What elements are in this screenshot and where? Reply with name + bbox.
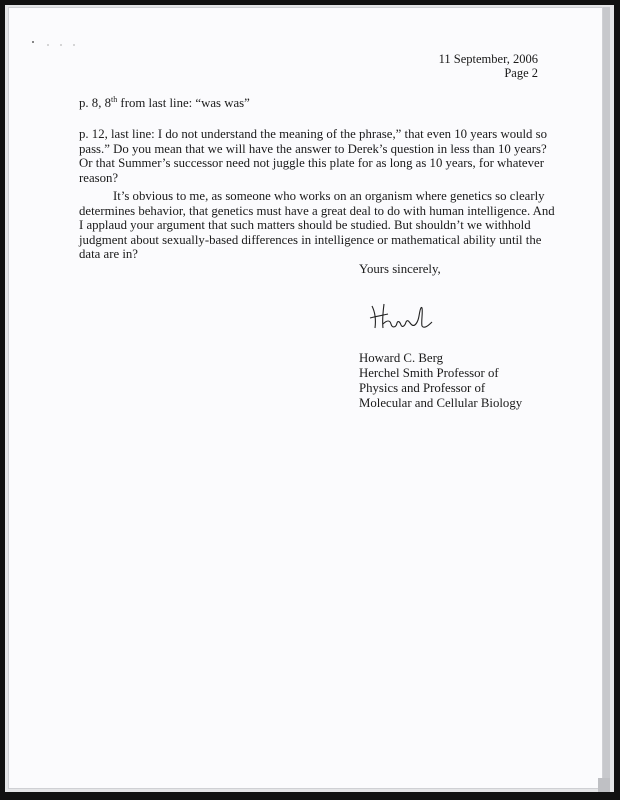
p1-rest: from last line: “was was” [117, 96, 250, 110]
letter-date: 11 September, 2006 [438, 52, 538, 66]
signer-name: Howard C. Berg [359, 351, 443, 365]
paragraph-argument: It’s obvious to me, as someone who works on an organism where genetics so clearly determines behavior, that genetics must have a great deal to do with human intelligence. And I applaud your argument that such matters should be studied. But shouldn’t we withhold judgment about sexually-based differences in intelligence or mathematical ability until the data are in? [79, 189, 555, 262]
p1-superscript: th [111, 95, 118, 104]
signer-title-line-3: Molecular and Cellular Biology [359, 396, 523, 410]
signature-block [359, 351, 522, 411]
closing-salutation: Yours sincerely, [359, 262, 441, 276]
page-number: Page 2 [504, 66, 538, 80]
letter-header [439, 52, 538, 80]
signer-title-line-1: Herchel Smith Professor of [359, 366, 499, 380]
corner-fold [598, 778, 610, 792]
signer-title-line-2: Physics and Professor of [359, 381, 486, 395]
scan-border-bottom [0, 792, 620, 800]
sheet-shadow [603, 7, 610, 789]
p1-prefix: p. 8, 8 [79, 96, 111, 110]
scan-border-right [614, 0, 620, 800]
scan-specks [30, 38, 78, 50]
handwritten-signature [366, 298, 436, 334]
paragraph-errata-p12: p. 12, last line: I do not understand the meaning of the phrase,” that even 10 years would so pass.” Do you mean that we will have the answer to Derek’s question in less than 10 years? Or that Summer’s successor need not juggle this plate for as long as 10 years, for whatever reason? [79, 127, 548, 185]
scan-border-top [0, 0, 620, 5]
paragraph-errata-p8 [79, 96, 559, 111]
scan-border-left [0, 0, 5, 800]
